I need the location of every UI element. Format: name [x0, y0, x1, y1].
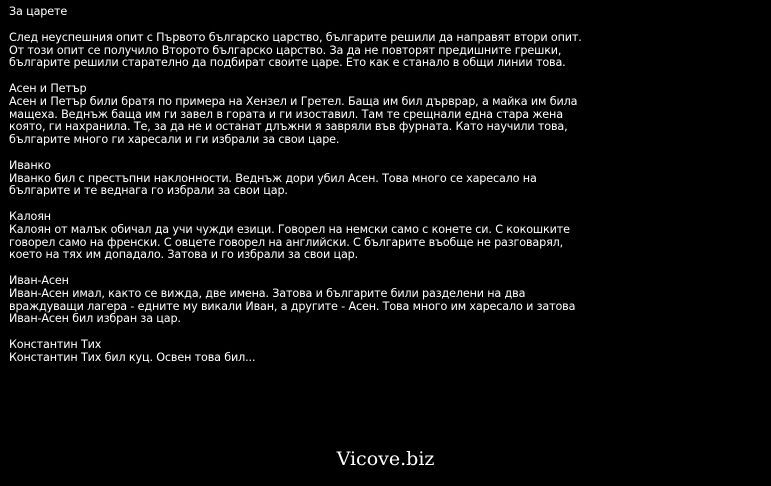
section-heading: Асен и Петър	[9, 81, 87, 95]
section-kaloyan	[9, 211, 764, 262]
section-body: Иванко бил с престъпни наклонности. Веднъж дори убил Асен. Това много се харесало на българите и те веднага го избрали за свои цар.	[9, 171, 537, 198]
section-heading: Константин Тих	[9, 337, 102, 351]
section-body: Константин Тих бил куц. Освен това бил...	[9, 350, 256, 364]
section-asen-i-petar	[9, 83, 764, 147]
section-ivanko	[9, 160, 764, 198]
section-body: Иван-Асен имал, както се вижда, две имена. Затова и българите били разделени на два враждуващи лагера - едните му викали Иван, а другите - Асен. Това много им харесало и затова Иван-Асен бил избран за цар.	[9, 286, 576, 326]
section-body: Асен и Петър били братя по примера на Хензел и Гретел. Баща им бил дърврар, а майка им била мащеха. Веднъж баща им ги завел в гората и ги изоставил. Там те срещнали една стара жена която, ги нахранила. Те, за да не и останат длъжни я завряли във фурната. Като научили това, българите много ги харесали и ги избрали за свои царе.	[9, 94, 578, 147]
section-body: Калоян от малък обичал да учи чужди езици. Говорел на немски само с конете си. С кокошките говорел само на френски. С овцете говорел на английски. С българите въобще не разговарял, което на тях им допадало. Затова и го избрали за свои цар.	[9, 222, 570, 262]
article	[9, 6, 764, 377]
article-title: За царете	[9, 5, 68, 18]
article-intro: След неуспешния опит с Първото българско царство, българите решили да направят втори опит. От този опит се получило Второто българско царство. За да не повторят предишните грешки, българите решили старателно да подбират своите царе. Ето как е станало в общи линии това.	[9, 30, 582, 70]
section-konstantin-tih	[9, 339, 764, 365]
section-ivan-asen	[9, 275, 764, 326]
site-watermark: Vicove.biz	[336, 448, 435, 470]
section-heading: Калоян	[9, 209, 51, 223]
section-heading: Иванко	[9, 158, 51, 172]
section-heading: Иван-Асен	[9, 273, 69, 287]
